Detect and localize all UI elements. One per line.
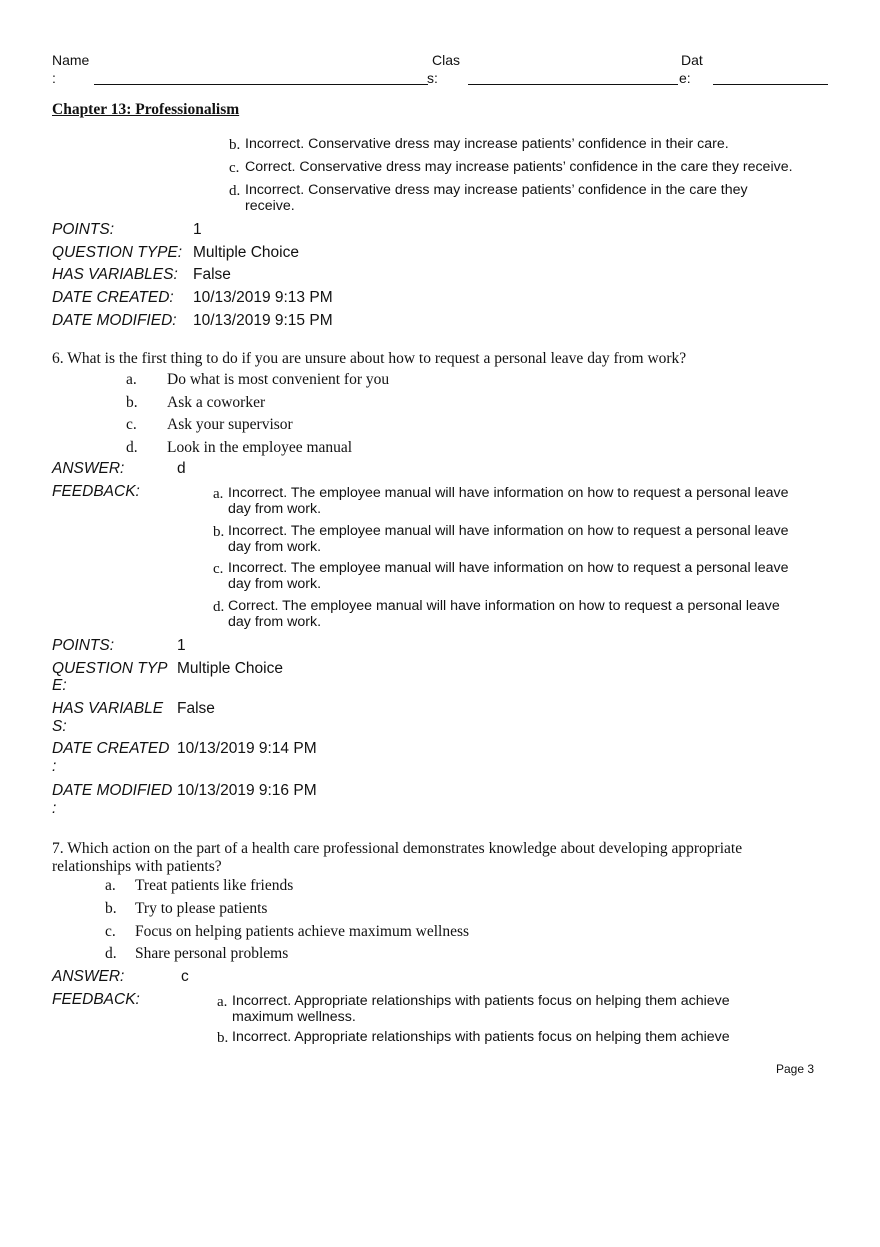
class-field-line	[468, 84, 678, 85]
answer-label: ANSWER:	[52, 460, 125, 477]
option-text: Ask your supervisor	[167, 416, 293, 433]
feedback-letter: b.	[213, 524, 225, 540]
class-label-suffix: s:	[427, 70, 438, 86]
points-value: 1	[177, 637, 186, 654]
class-label: Clas	[432, 52, 461, 68]
option-letter: d.	[105, 945, 117, 962]
points-value: 1	[193, 221, 202, 238]
feedback-text: Incorrect. The employee manual will have information on how to request a personal leave day from work.	[228, 523, 789, 555]
question-type-label-wrap: E:	[52, 677, 67, 694]
option-letter: b.	[126, 394, 138, 411]
answer-value: d	[177, 460, 186, 477]
feedback-letter: d.	[229, 183, 241, 199]
feedback-text: Incorrect. Appropriate relationships with patients focus on helping them achieve maximum wellness.	[232, 993, 730, 1025]
date-created-label-wrap: :	[52, 758, 57, 775]
option-text: Do what is most convenient for you	[167, 371, 390, 388]
option-letter: c.	[126, 416, 137, 433]
date-created-label: DATE CREATED:	[52, 289, 174, 306]
chapter-title: Chapter 13: Professionalism	[52, 101, 240, 118]
feedback-letter: a.	[217, 994, 228, 1010]
has-variables-label: HAS VARIABLE	[52, 700, 164, 717]
answer-value: c	[181, 968, 189, 985]
date-modified-label: DATE MODIFIED	[52, 782, 173, 799]
feedback-label: FEEDBACK:	[52, 991, 140, 1008]
feedback-letter: c.	[213, 561, 224, 577]
feedback-text: Incorrect. Conservative dress may increase patients’ confidence in their care.	[245, 136, 729, 152]
option-letter: a.	[105, 877, 116, 894]
date-label-suffix: e:	[679, 70, 691, 86]
feedback-text: Incorrect. The employee manual will have information on how to request a personal leave day from work.	[228, 560, 789, 592]
answer-label: ANSWER:	[52, 968, 125, 985]
feedback-letter: a.	[213, 486, 224, 502]
name-label: Name	[52, 52, 90, 68]
feedback-text: Correct. The employee manual will have information on how to request a personal leave day from work.	[228, 598, 780, 630]
question-type-label: QUESTION TYP	[52, 660, 168, 677]
points-label: POINTS:	[52, 221, 115, 238]
date-created-value: 10/13/2019 9:13 PM	[193, 289, 333, 306]
option-text: Treat patients like friends	[135, 877, 294, 894]
question-text: 7. Which action on the part of a health care professional demonstrates knowledge about developing appropriate relationships with patients?	[52, 840, 743, 875]
feedback-text: Correct. Conservative dress may increase patients’ confidence in the care they receive.	[245, 159, 793, 175]
has-variables-value: False	[177, 700, 215, 717]
feedback-letter: b.	[217, 1030, 229, 1046]
option-letter: a.	[126, 371, 137, 388]
date-modified-label: DATE MODIFIED:	[52, 312, 177, 329]
option-letter: d.	[126, 439, 138, 456]
question-type-value: Multiple Choice	[177, 660, 283, 677]
question-text: 6. What is the first thing to do if you are unsure about how to request a personal leave day from work?	[52, 350, 687, 367]
question-type-value: Multiple Choice	[193, 244, 299, 261]
feedback-letter: c.	[229, 160, 240, 176]
feedback-text: Incorrect. Appropriate relationships with patients focus on helping them achieve	[232, 1029, 730, 1045]
date-created-label: DATE CREATED	[52, 740, 170, 757]
page-number: Page 3	[776, 1062, 815, 1076]
date-modified-label-wrap: :	[52, 800, 57, 817]
feedback-letter: b.	[229, 137, 241, 153]
date-modified-value: 10/13/2019 9:16 PM	[177, 782, 317, 799]
date-field-line	[713, 84, 828, 85]
option-text: Try to please patients	[135, 900, 268, 917]
date-modified-value: 10/13/2019 9:15 PM	[193, 312, 333, 329]
feedback-text: Incorrect. Conservative dress may increase patients’ confidence in the care they receive.	[245, 182, 748, 214]
has-variables-label-wrap: S:	[52, 718, 67, 735]
option-letter: c.	[105, 923, 116, 940]
feedback-text: Incorrect. The employee manual will have information on how to request a personal leave day from work.	[228, 485, 789, 517]
has-variables-label: HAS VARIABLES:	[52, 266, 178, 283]
option-letter: b.	[105, 900, 117, 917]
option-text: Ask a coworker	[167, 394, 266, 411]
option-text: Focus on helping patients achieve maximum wellness	[135, 923, 470, 940]
date-created-value: 10/13/2019 9:14 PM	[177, 740, 317, 757]
points-label: POINTS:	[52, 637, 115, 654]
date-label: Dat	[681, 52, 703, 68]
has-variables-value: False	[193, 266, 231, 283]
option-text: Look in the employee manual	[167, 439, 353, 456]
name-label-colon: :	[52, 70, 56, 86]
option-text: Share personal problems	[135, 945, 289, 962]
feedback-label: FEEDBACK:	[52, 483, 140, 500]
name-field-line	[94, 84, 428, 85]
question-type-label: QUESTION TYPE:	[52, 244, 183, 261]
feedback-letter: d.	[213, 599, 225, 615]
